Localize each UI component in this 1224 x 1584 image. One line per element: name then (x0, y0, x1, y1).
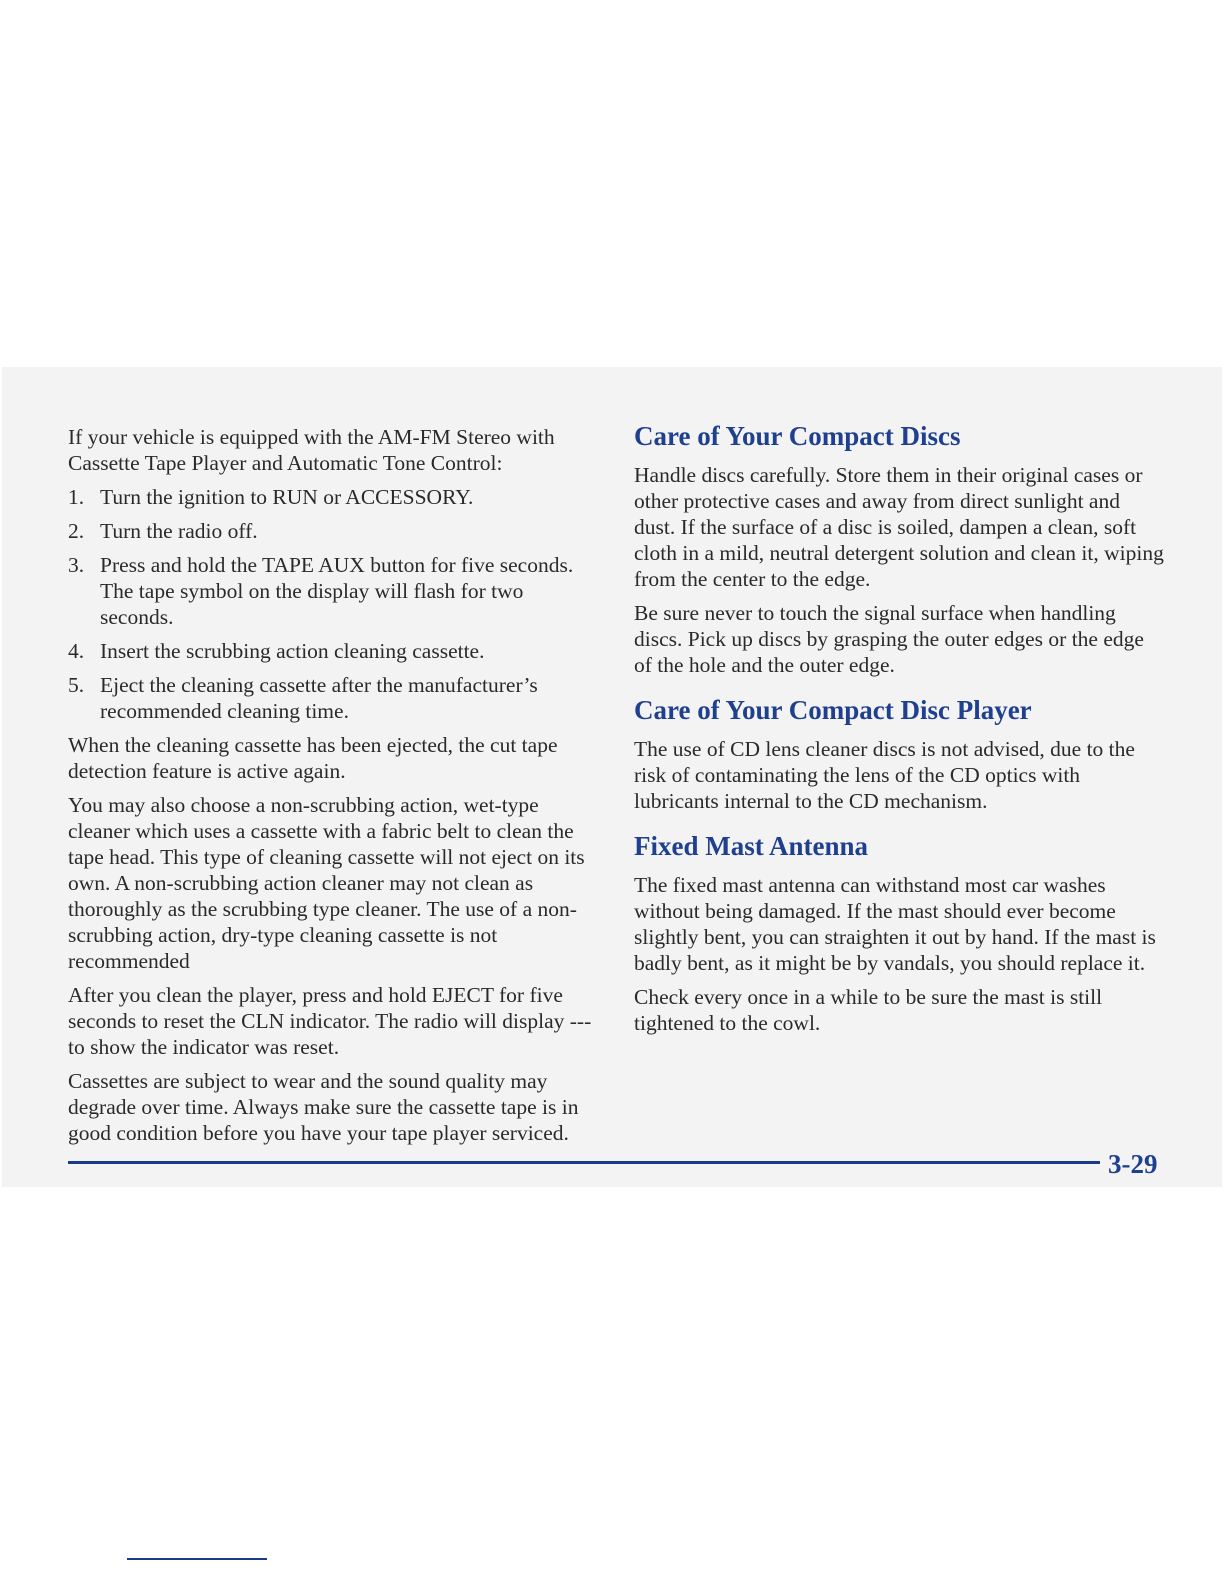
section-heading-disc-player: Care of Your Compact Disc Player (634, 695, 1032, 725)
step-item (68, 552, 598, 630)
step-number: 5. (68, 673, 85, 697)
step-text: Press and hold the TAPE AUX button for five seconds. The tape symbol on the display will flash for two seconds. (100, 553, 574, 629)
body-paragraph: The use of CD lens cleaner discs is not advised, due to the risk of contaminating the lens of the CD optics with lubricants internal to the CD mechanism. (634, 737, 1135, 813)
step-text: Insert the scrubbing action cleaning cassette. (100, 639, 485, 663)
body-paragraph: After you clean the player, press and hold EJECT for five seconds to reset the CLN indicator. The radio will display --- to show the indicator was reset. (68, 983, 592, 1059)
step-text: Turn the ignition to RUN or ACCESSORY. (100, 485, 474, 509)
step-item (68, 484, 598, 510)
step-number: 3. (68, 553, 85, 577)
body-paragraph: Check every once in a while to be sure the mast is still tightened to the cowl. (634, 985, 1103, 1035)
step-text: Eject the cleaning cassette after the manufacturer’s recommended cleaning time. (100, 673, 538, 723)
body-paragraph: When the cleaning cassette has been ejected, the cut tape detection feature is active again. (68, 733, 558, 783)
step-number: 2. (68, 519, 85, 543)
body-paragraph: Cassettes are subject to wear and the sound quality may degrade over time. Always make sure the cassette tape is in good condition before you have your tape player serviced. (68, 1069, 579, 1145)
page-number: 3-29 (1108, 1149, 1158, 1179)
intro-paragraph: If your vehicle is equipped with the AM-FM Stereo with Cassette Tape Player and Automatic Tone Control: (68, 425, 555, 475)
step-item (68, 638, 598, 664)
step-number: 1. (68, 485, 85, 509)
bottom-footnote-rule (127, 1558, 267, 1560)
step-item (68, 672, 598, 724)
section-heading-mast-antenna: Fixed Mast Antenna (634, 831, 869, 861)
body-paragraph: You may also choose a non-scrubbing action, wet-type cleaner which uses a cassette with a fabric belt to clean the tape head. This type of cleaning cassette will not eject on its own. A non-scrubbing action cleaner may not clean as thoroughly as the scrubbing type cleaner. The use of a non-scrubbing action, dry-type cleaning cassette is not recommended (68, 793, 585, 973)
footer-rule (68, 1161, 1100, 1164)
body-paragraph: Be sure never to touch the signal surface when handling discs. Pick up discs by grasping the outer edges or the edge of the hole and the outer edge. (634, 601, 1144, 677)
step-item (68, 518, 598, 544)
cleaning-steps-list (68, 484, 598, 724)
step-number: 4. (68, 639, 85, 663)
left-column (68, 424, 598, 1154)
body-paragraph: The fixed mast antenna can withstand most car washes without being damaged. If the mast should ever become slightly bent, you can straighten it out by hand. If the mast is badly bent, as it might be by vandals, you should replace it. (634, 873, 1156, 975)
body-paragraph: Handle discs carefully. Store them in their original cases or other protective cases and away from direct sunlight and dust. If the surface of a disc is soiled, dampen a clean, soft cloth in a mild, neutral detergent solution and clean it, wiping from the center to the edge. (634, 463, 1164, 591)
section-heading-compact-discs: Care of Your Compact Discs (634, 421, 961, 451)
right-column (634, 420, 1164, 1044)
step-text: Turn the radio off. (100, 519, 258, 543)
